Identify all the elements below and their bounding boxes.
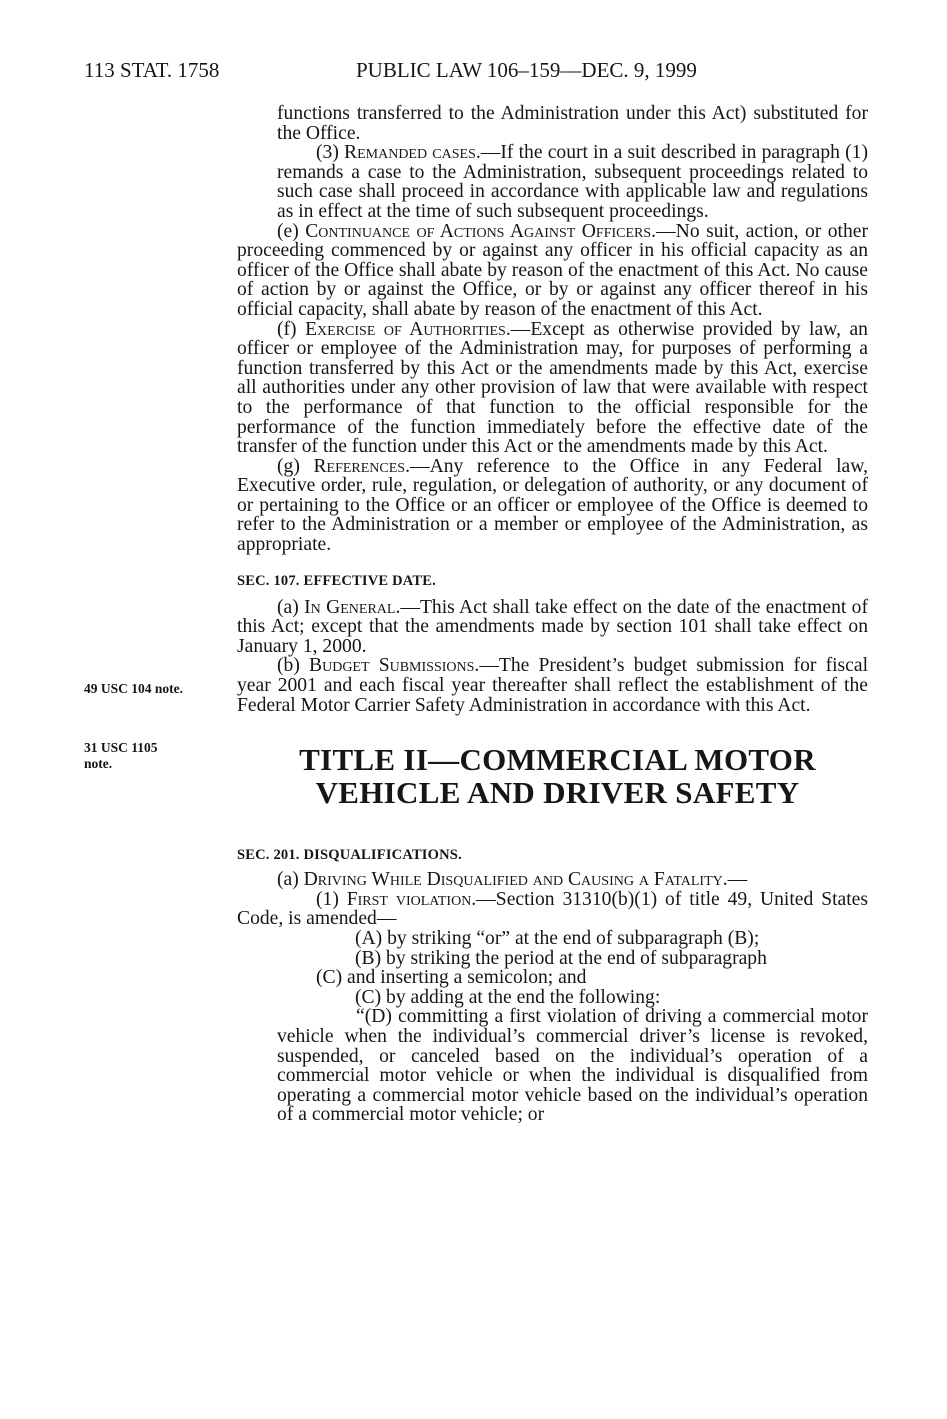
paragraph-107-b [237,656,868,715]
subparagraph-B [237,949,868,988]
para-heading: Budget Submissions. [309,655,480,677]
document-body [237,104,868,1125]
section-201-heading: SEC. 201. DISQUALIFICATIONS. [237,847,462,864]
para-heading: Driving While Disqualified and Causing a Fatality. [303,869,728,891]
para-text: — [727,869,748,891]
subparagraph-line: (B) by striking the period at the end of subparagraph [355,947,767,969]
paragraph-201-a-1 [237,890,868,929]
para-label: (f) [277,318,306,340]
para-heading: First violation. [346,888,477,910]
public-law-date: PUBLIC LAW 106–159—DEC. 9, 1999 [356,58,697,82]
para-label: (3) [316,142,345,164]
para-label: (a) [277,869,304,891]
margin-note-line: 31 USC 1105 [84,740,158,755]
para-text: —Except as otherwise provided by law, an officer or employee of the Administration may, for purposes of performing a function transferred by this Act or the amendments made by this Act, exercise all authorities under any other provision of law that were available with respect to the performance of that function to the official responsible for the performance of the function immediately before the effective date of the transfer of the function under this Act or the amendments made by this Act. [237,318,868,458]
para-heading: Exercise of Authorities. [305,318,511,340]
subparagraph-C: (C) by adding at the end the following: [355,986,661,1008]
para-label: (b) [277,655,310,677]
para-heading: Remanded cases. [344,142,481,164]
para-text: —This Act shall take effect on the date of the enactment of this Act; except that the amendments made by section 101 shall take effect on January 1, 2000. [237,596,868,657]
para-heading: Continuance of Actions Against Officers. [305,220,657,242]
margin-note-line: note. [84,756,113,771]
paragraph-e-continuance [237,222,868,320]
page-header [0,58,947,88]
para-text: —Section 31310(b)(1) of title 49, United States Code, is amended— [237,888,868,930]
title-line: VEHICLE AND DRIVER SAFETY [315,775,800,811]
paragraph-continued: functions transferred to the Administration under this Act) substituted for the Office. [277,103,868,144]
section-107-heading: SEC. 107. EFFECTIVE DATE. [237,572,436,589]
para-text: —If the court in a suit described in paragraph (1) remands a case to the Administration, subsequent proceedings related to such case shall proceed in accordance with applicable law and regulations as in effect at the time of such subsequent proceedings. [277,142,868,222]
paragraph-107-a [237,598,868,657]
margin-note-text: 49 USC 104 note. [84,681,184,696]
paragraph-f-exercise [237,320,868,457]
subparagraph-A: (A) by striking “or” at the end of subparagraph (B); [355,928,760,949]
statute-citation: 113 STAT. 1758 [84,58,220,82]
paragraph-3-remanded-cases [237,143,868,221]
para-label: (1) [316,888,347,910]
para-heading: In General. [304,596,401,618]
margin-note-31-usc [84,740,224,772]
para-text: —Any reference to the Office in any Federal law, Executive order, rule, regulation, or delegation of authority, or any document of or pertaining to the Office or an officer or employee of the Office is deemed to refer to the Administration or a member or employee of the Administration, as appropriate. [237,455,868,556]
para-label: (a) [277,596,305,618]
para-label: (g) [277,455,314,477]
paragraph-201-a [237,870,868,890]
subparagraph-D-quoted: “(D) committing a first violation of driving a commercial motor vehicle when the individual’s commercial driver’s license is revoked, suspended, or canceled based on the individual’s operation of a commercial motor vehicle or when the individual is disqualified from operating a commercial motor vehicle based on the individual’s operation of a commercial motor vehicle; or [277,1006,868,1126]
para-heading: References. [313,455,410,477]
paragraph-g-references [237,457,868,555]
para-text: —No suit, action, or other proceeding commenced by or against any officer in his official capacity as an officer of the Office shall abate by reason of the enactment of this Act. No cause of action by or against the Office, or by or against any officer thereof in his official capacity, shall abate by reason of the enactment of this Act. [237,220,868,320]
margin-note-49-usc [84,681,224,697]
subparagraph-line: (C) and inserting a semicolon; and [316,967,587,989]
title-line: TITLE II—COMMERCIAL MOTOR [299,742,816,778]
title-ii-heading [237,743,868,809]
para-text: —The President’s budget submission for fiscal year 2001 and each fiscal year thereafter shall reflect the establishment of the Federal Motor Carrier Safety Administration in accordance with this Act. [237,655,869,716]
para-label: (e) [277,220,306,242]
